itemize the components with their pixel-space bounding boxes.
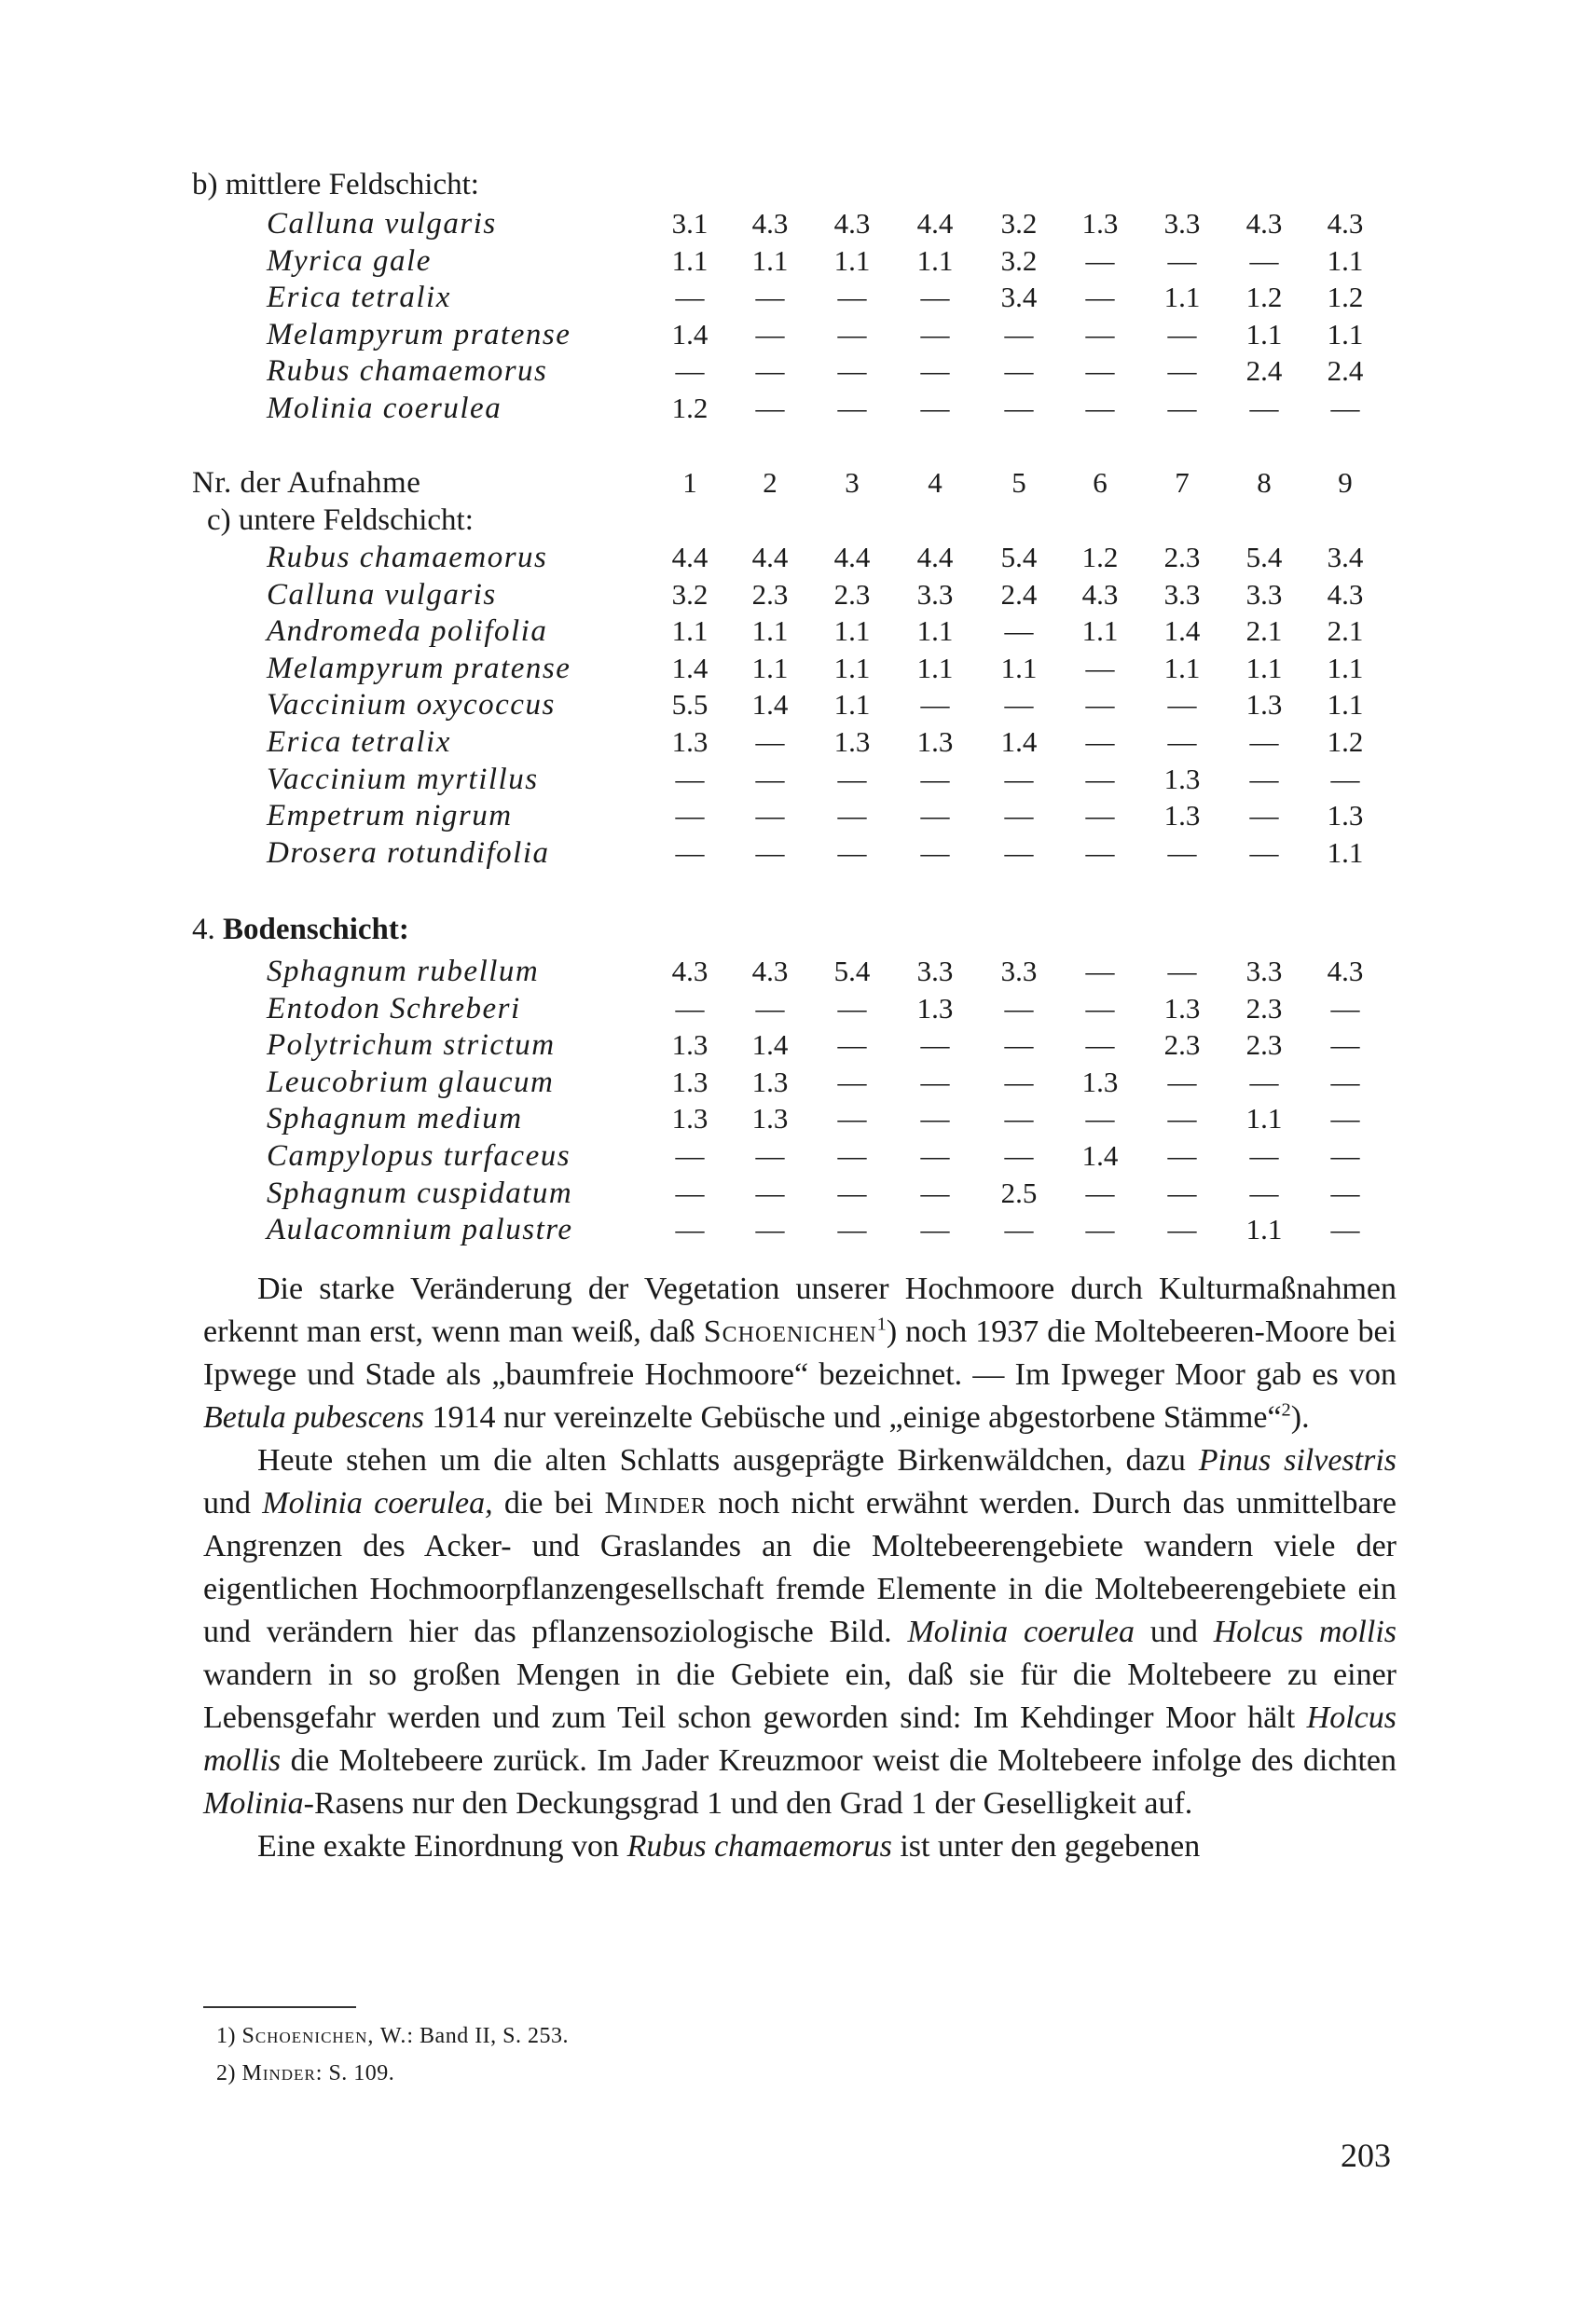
species-name: Leucobrium glaucum xyxy=(267,1066,555,1099)
table-cell: 8 xyxy=(1257,466,1272,499)
species-name: Polytrichum strictum xyxy=(267,1028,556,1062)
table-cell: — xyxy=(837,1139,867,1172)
table-cell: — xyxy=(1004,688,1034,721)
table-cell: — xyxy=(920,799,950,832)
species-name: Rubus chamaemorus xyxy=(267,541,548,574)
table-cell: — xyxy=(920,1028,950,1061)
table-cell: 4.3 xyxy=(751,955,789,987)
table-cell: 1.1 xyxy=(833,688,871,721)
table-cell: 3.4 xyxy=(1327,541,1364,573)
table-cell: — xyxy=(1085,799,1115,832)
table-cell: 1.4 xyxy=(671,318,709,351)
table-cell: — xyxy=(675,1139,705,1172)
text-run: und xyxy=(1134,1615,1214,1649)
table-cell: 1.1 xyxy=(751,614,789,647)
table-cell: — xyxy=(1004,1028,1034,1061)
table-cell: — xyxy=(837,763,867,795)
table-cell: — xyxy=(1004,1102,1034,1135)
table-cell: — xyxy=(1167,1213,1197,1245)
table-cell: 1.3 xyxy=(671,725,709,758)
table-cell: 1.3 xyxy=(1163,799,1201,832)
nr-label: Nr. der Aufnahme xyxy=(192,466,421,500)
table-cell: — xyxy=(920,392,950,424)
table-cell: 1.1 xyxy=(1163,652,1201,684)
table-cell: 1.4 xyxy=(1000,725,1038,758)
species-name: Sphagnum rubellum xyxy=(267,955,540,988)
table-cell: 1.1 xyxy=(751,652,789,684)
table-cell: — xyxy=(1085,688,1115,721)
table-cell: — xyxy=(1004,763,1034,795)
table-cell: 2.4 xyxy=(1327,354,1364,387)
species-name: Calluna vulgaris xyxy=(267,207,497,241)
table-cell: — xyxy=(1249,763,1279,795)
table-cell: — xyxy=(837,392,867,424)
table-cell: — xyxy=(837,318,867,351)
species-name: Calluna vulgaris xyxy=(267,578,497,612)
table-cell: 2.3 xyxy=(833,578,871,611)
species-name: Erica tetralix xyxy=(267,281,451,314)
paragraph-2 xyxy=(203,1439,1396,1825)
table-cell: 1.2 xyxy=(1327,281,1364,313)
table-cell: 1.1 xyxy=(1163,281,1201,313)
table-cell: 3 xyxy=(845,466,860,499)
table-cell: — xyxy=(837,281,867,313)
author-name: Minder xyxy=(604,1486,707,1521)
table-cell: — xyxy=(1330,1213,1360,1245)
table-cell: — xyxy=(1249,244,1279,277)
table-cell: 4.3 xyxy=(1081,578,1119,611)
table-cell: 1.3 xyxy=(671,1102,709,1135)
table-cell: — xyxy=(675,836,705,869)
footnote-number: 1) xyxy=(216,2024,236,2048)
table-cell: — xyxy=(1085,652,1115,684)
table-cell: — xyxy=(755,799,785,832)
text-run: Die starke Veränderung der Vegetation unserer Hochmoore durch Kulturmaßnahmen erkennt man erst, wenn man weiß, daß xyxy=(203,1272,1396,1349)
table-cell: 1.1 xyxy=(1245,1102,1283,1135)
table-cell: 1 xyxy=(682,466,697,499)
table-cell: — xyxy=(1167,1139,1197,1172)
table-cell: — xyxy=(675,799,705,832)
table-cell: 1.1 xyxy=(1000,652,1038,684)
table-cell: 2.3 xyxy=(1163,541,1201,573)
table-cell: 2.1 xyxy=(1245,614,1283,647)
table-cell: 2.4 xyxy=(1245,354,1283,387)
table-cell: — xyxy=(1004,836,1034,869)
table-cell: 1.1 xyxy=(1327,836,1364,869)
table-cell: 1.1 xyxy=(1327,652,1364,684)
footnote-rule xyxy=(203,2006,356,2008)
table-cell: — xyxy=(1330,392,1360,424)
table-cell: 2.3 xyxy=(751,578,789,611)
table-cell: — xyxy=(1249,1066,1279,1098)
text-run: ). xyxy=(1290,1400,1310,1435)
table-cell: 2.5 xyxy=(1000,1177,1038,1209)
text-run: und xyxy=(203,1486,263,1521)
table-cell: — xyxy=(1004,614,1034,647)
table-cell: 5 xyxy=(1011,466,1026,499)
species-name: Melampyrum pratense xyxy=(267,652,571,685)
species-name: Aulacomnium palustre xyxy=(267,1213,573,1246)
table-cell: 6 xyxy=(1093,466,1108,499)
table-cell: 4.4 xyxy=(833,541,871,573)
table-cell: — xyxy=(1085,318,1115,351)
paragraph-1 xyxy=(203,1268,1396,1439)
table-cell: 4 xyxy=(928,466,942,499)
paragraph-3 xyxy=(203,1825,1396,1868)
species-name: Vaccinium oxycoccus xyxy=(267,688,556,722)
table-cell: 1.3 xyxy=(916,725,954,758)
table-cell: — xyxy=(755,318,785,351)
text-run: ) noch 1937 die Moltebeeren-Moore bei Ipwege und Stade als „baumfreie Hochmoore“ bezeichnet. — Im Ipweger Moor gab es von xyxy=(203,1314,1396,1392)
table-cell: — xyxy=(1004,392,1034,424)
table-cell: 1.3 xyxy=(671,1066,709,1098)
table-cell: 1.1 xyxy=(1245,318,1283,351)
table-cell: — xyxy=(837,1177,867,1209)
species-name: Andromeda polifolia xyxy=(267,614,548,648)
table-cell: 1.1 xyxy=(833,244,871,277)
table-cell: 1.2 xyxy=(671,392,709,424)
table-cell: — xyxy=(1167,392,1197,424)
table-cell: — xyxy=(755,1213,785,1245)
table-cell: — xyxy=(675,992,705,1025)
table-cell: 4.4 xyxy=(751,541,789,573)
table-cell: — xyxy=(675,354,705,387)
table-cell: — xyxy=(837,354,867,387)
table-cell: 5.4 xyxy=(1000,541,1038,573)
table-cell: — xyxy=(1004,354,1034,387)
table-cell: 4.3 xyxy=(833,207,871,240)
species-name: Holcus mollis xyxy=(1213,1615,1396,1649)
table-cell: — xyxy=(755,1139,785,1172)
species-name: Molinia coerulea xyxy=(907,1615,1135,1649)
table-cell: — xyxy=(1249,725,1279,758)
table-cell: — xyxy=(1167,318,1197,351)
table-cell: — xyxy=(1167,244,1197,277)
table-cell: — xyxy=(1085,955,1115,987)
species-name: Sphagnum cuspidatum xyxy=(267,1177,573,1210)
species-name: Molinia coerulea, xyxy=(262,1486,493,1521)
section-title: Bodenschicht: xyxy=(223,913,409,946)
table-cell: — xyxy=(755,992,785,1025)
table-cell: 1.4 xyxy=(671,652,709,684)
table-cell: 1.2 xyxy=(1081,541,1119,573)
table-cell: — xyxy=(755,763,785,795)
footnotes xyxy=(216,2017,569,2092)
section-number: 4. xyxy=(192,913,215,946)
table-cell: 1.1 xyxy=(671,614,709,647)
table-cell: 1.3 xyxy=(1163,992,1201,1025)
table-cell: — xyxy=(920,1213,950,1245)
table-cell: — xyxy=(920,1102,950,1135)
table-cell: 1.3 xyxy=(671,1028,709,1061)
table-cell: 5.4 xyxy=(833,955,871,987)
footnote-text: : Band II, S. 253. xyxy=(406,2024,570,2048)
text-run: wandern in so großen Mengen in die Gebiete ein, daß sie für die Moltebeere zu einer Lebensgefahr werden und zum Teil schon geworden sind: Im Kehdinger Moor hält xyxy=(203,1658,1396,1735)
table-cell: — xyxy=(1330,1066,1360,1098)
table-cell: — xyxy=(1167,1066,1197,1098)
section-heading: b) mittlere Feldschicht: xyxy=(192,168,479,201)
table-cell: 2.3 xyxy=(1163,1028,1201,1061)
text-run: die Moltebeere zurück. Im Jader Kreuzmoor weist die Moltebeere infolge des dichten xyxy=(281,1743,1396,1778)
footnote-author: Schoenichen, W. xyxy=(241,2024,407,2048)
table-cell: 2.1 xyxy=(1327,614,1364,647)
table-cell: 3.2 xyxy=(1000,207,1038,240)
table-cell: 1.1 xyxy=(1245,1213,1283,1245)
table-cell: — xyxy=(755,354,785,387)
table-cell: — xyxy=(1004,318,1034,351)
table-cell: 3.2 xyxy=(671,578,709,611)
table-cell: — xyxy=(837,992,867,1025)
table-cell: 1.3 xyxy=(751,1066,789,1098)
text-run: 1914 nur vereinzelte Gebüsche und „einige abgestorbene Stämme“ xyxy=(424,1400,1282,1435)
table-cell: — xyxy=(1167,1102,1197,1135)
table-cell: 9 xyxy=(1338,466,1353,499)
table-cell: — xyxy=(920,281,950,313)
table-cell: 1.3 xyxy=(916,992,954,1025)
text-run: Eine exakte Einordnung von xyxy=(257,1829,627,1864)
table-cell: 1.2 xyxy=(1327,725,1364,758)
table-cell: 4.4 xyxy=(671,541,709,573)
table-cell: 1.3 xyxy=(1081,207,1119,240)
table-cell: 3.3 xyxy=(1163,207,1201,240)
footnote-text: : S. 109. xyxy=(315,2061,395,2085)
table-cell: — xyxy=(755,392,785,424)
table-cell: — xyxy=(920,318,950,351)
table-cell: — xyxy=(675,1177,705,1209)
species-name: Molinia coerulea xyxy=(267,392,502,425)
table-cell: 1.3 xyxy=(1081,1066,1119,1098)
table-cell: 4.3 xyxy=(1327,207,1364,240)
table-cell: — xyxy=(1004,992,1034,1025)
table-cell: 1.3 xyxy=(1163,763,1201,795)
table-cell: — xyxy=(837,1102,867,1135)
species-name: Rubus chamaemorus xyxy=(267,354,548,388)
text-run: Heute stehen um die alten Schlatts ausgeprägte Birkenwäldchen, dazu xyxy=(257,1443,1199,1478)
table-cell: — xyxy=(920,836,950,869)
table-cell: — xyxy=(1249,392,1279,424)
table-cell: — xyxy=(1330,1028,1360,1061)
table-cell: 4.3 xyxy=(751,207,789,240)
text-run: noch nicht erwähnt werden. Durch das unmittelbare Angrenzen des Acker- und Graslandes an die Moltebeerengebiete wandern viele der eigentlichen Hochmoorpflanzengesellschaft fremde Elemente in die Moltebeerengebiete ein und verändern hier das pflanzensoziologische Bild. xyxy=(203,1486,1396,1649)
table-cell: 2.3 xyxy=(1245,992,1283,1025)
table-cell: 3.3 xyxy=(1245,578,1283,611)
table-cell: — xyxy=(920,1177,950,1209)
table-cell: 1.3 xyxy=(833,725,871,758)
section-heading xyxy=(192,909,409,950)
footnote-1 xyxy=(216,2017,569,2055)
table-cell: — xyxy=(1085,1028,1115,1061)
table-cell: — xyxy=(1085,725,1115,758)
table-cell: — xyxy=(1249,799,1279,832)
table-cell: — xyxy=(1330,1177,1360,1209)
table-cell: 1.1 xyxy=(916,614,954,647)
text-run: -Rasens nur den Deckungsgrad 1 und den Grad 1 der Geselligkeit auf. xyxy=(303,1786,1193,1821)
species-name: Entodon Schreberi xyxy=(267,992,521,1025)
footnote-number: 2) xyxy=(216,2061,236,2085)
table-cell: — xyxy=(1085,392,1115,424)
table-cell: — xyxy=(837,1213,867,1245)
table-cell: — xyxy=(1330,1102,1360,1135)
table-cell: 1.1 xyxy=(1327,318,1364,351)
table-cell: 1.2 xyxy=(1245,281,1283,313)
table-cell: 1.3 xyxy=(1327,799,1364,832)
table-cell: 1.3 xyxy=(1245,688,1283,721)
table-cell: 1.4 xyxy=(751,1028,789,1061)
table-cell: — xyxy=(675,281,705,313)
table-cell: — xyxy=(675,763,705,795)
footnote-author: Minder xyxy=(241,2061,316,2085)
table-cell: 1.1 xyxy=(1327,244,1364,277)
table-cell: — xyxy=(755,836,785,869)
table-cell: 1.3 xyxy=(751,1102,789,1135)
table-cell: 1.1 xyxy=(916,244,954,277)
table-cell: 3.3 xyxy=(916,578,954,611)
table-cell: 4.3 xyxy=(1327,578,1364,611)
table-cell: — xyxy=(1330,1139,1360,1172)
body-text xyxy=(203,1268,1396,1868)
table-cell: 4.3 xyxy=(671,955,709,987)
table-cell: 4.3 xyxy=(1327,955,1364,987)
table-cell: — xyxy=(755,1177,785,1209)
footnote-ref: 1 xyxy=(876,1314,887,1335)
table-cell: 1.1 xyxy=(1327,688,1364,721)
table-cell: 2.4 xyxy=(1000,578,1038,611)
table-cell: 5.5 xyxy=(671,688,709,721)
table-cell: — xyxy=(1249,1139,1279,1172)
table-cell: — xyxy=(1167,688,1197,721)
table-cell: — xyxy=(837,1066,867,1098)
table-cell: 1.1 xyxy=(833,652,871,684)
table-cell: — xyxy=(1085,244,1115,277)
table-cell: — xyxy=(1330,992,1360,1025)
table-cell: — xyxy=(1085,281,1115,313)
table-cell: — xyxy=(1330,763,1360,795)
footnote-2 xyxy=(216,2055,569,2092)
table-cell: 1.4 xyxy=(1081,1139,1119,1172)
table-cell: 4.3 xyxy=(1245,207,1283,240)
species-name: Pinus silvestris xyxy=(1198,1443,1396,1478)
table-cell: — xyxy=(1085,1102,1115,1135)
table-cell: — xyxy=(1167,725,1197,758)
table-cell: — xyxy=(1085,1177,1115,1209)
table-cell: 3.3 xyxy=(1000,955,1038,987)
author-name: Schoenichen xyxy=(703,1314,877,1349)
table-cell: — xyxy=(837,799,867,832)
table-cell: — xyxy=(675,1213,705,1245)
species-name: Campylopus turfaceus xyxy=(267,1139,571,1173)
table-cell: 3.3 xyxy=(1163,578,1201,611)
species-name: Melampyrum pratense xyxy=(267,318,571,351)
table-cell: — xyxy=(1167,354,1197,387)
table-cell: — xyxy=(1004,1139,1034,1172)
table-cell: 2 xyxy=(763,466,777,499)
table-cell: 3.2 xyxy=(1000,244,1038,277)
table-cell: — xyxy=(920,1139,950,1172)
species-name: Myrica gale xyxy=(267,244,432,278)
table-cell: — xyxy=(1004,799,1034,832)
table-cell: 1.1 xyxy=(833,614,871,647)
table-cell: — xyxy=(1085,763,1115,795)
section-heading: c) untere Feldschicht: xyxy=(207,503,474,537)
table-cell: 4.4 xyxy=(916,541,954,573)
species-name: Molinia xyxy=(203,1786,304,1821)
table-cell: 3.4 xyxy=(1000,281,1038,313)
table-cell: — xyxy=(1167,836,1197,869)
page-number: 203 xyxy=(1341,2137,1391,2174)
table-cell: 4.4 xyxy=(916,207,954,240)
table-cell: — xyxy=(1004,1213,1034,1245)
table-cell: 1.4 xyxy=(1163,614,1201,647)
table-cell: 1.4 xyxy=(751,688,789,721)
table-cell: — xyxy=(1085,1213,1115,1245)
table-cell: 5.4 xyxy=(1245,541,1283,573)
table-cell: — xyxy=(920,688,950,721)
table-cell: 1.1 xyxy=(1081,614,1119,647)
table-cell: — xyxy=(837,1028,867,1061)
table-cell: 2.3 xyxy=(1245,1028,1283,1061)
table-cell: 7 xyxy=(1175,466,1190,499)
species-name: Betula pubescens xyxy=(203,1400,424,1435)
table-cell: 1.1 xyxy=(751,244,789,277)
table-cell: — xyxy=(920,763,950,795)
text-run: ist unter den gegebenen xyxy=(891,1829,1201,1864)
table-cell: — xyxy=(1085,836,1115,869)
table-cell: — xyxy=(920,1066,950,1098)
table-cell: 3.1 xyxy=(671,207,709,240)
table-cell: — xyxy=(1085,354,1115,387)
table-cell: — xyxy=(1167,955,1197,987)
table-cell: 1.1 xyxy=(916,652,954,684)
table-cell: — xyxy=(1249,836,1279,869)
text-run: die bei xyxy=(492,1486,605,1521)
table-cell: 3.3 xyxy=(916,955,954,987)
table-cell: 1.1 xyxy=(1245,652,1283,684)
table-cell: 1.1 xyxy=(671,244,709,277)
table-cell: — xyxy=(1167,1177,1197,1209)
table-cell: — xyxy=(837,836,867,869)
table-cell: — xyxy=(1004,1066,1034,1098)
species-name: Holcus mollis xyxy=(203,1700,1396,1778)
species-name: Sphagnum medium xyxy=(267,1102,523,1135)
table-cell: 3.3 xyxy=(1245,955,1283,987)
species-name: Erica tetralix xyxy=(267,725,451,759)
species-name: Rubus chamaemorus xyxy=(626,1829,892,1864)
species-name: Empetrum nigrum xyxy=(267,799,513,833)
table-cell: — xyxy=(755,725,785,758)
table-cell: — xyxy=(1085,992,1115,1025)
table-cell: — xyxy=(920,354,950,387)
table-cell: — xyxy=(1249,1177,1279,1209)
table-cell: — xyxy=(755,281,785,313)
species-name: Drosera rotundifolia xyxy=(267,836,550,870)
species-name: Vaccinium myrtillus xyxy=(267,763,539,796)
footnote-ref: 2 xyxy=(1281,1399,1291,1421)
